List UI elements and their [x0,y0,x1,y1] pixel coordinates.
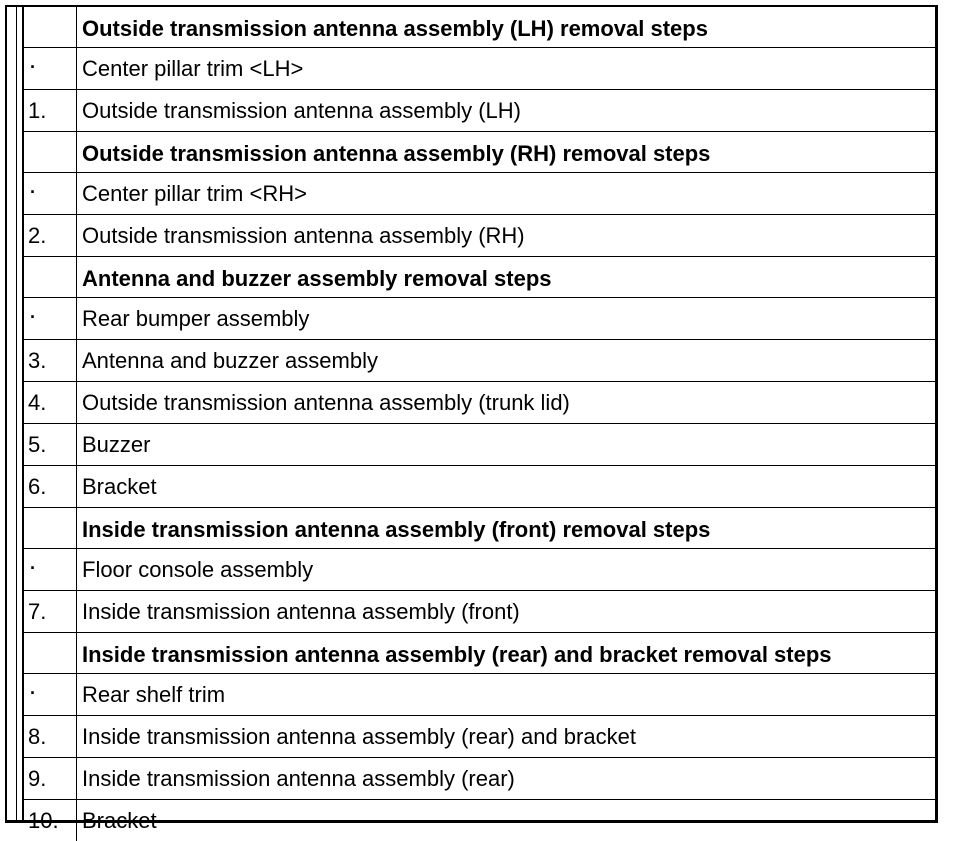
step-row [24,340,935,382]
section-title: Outside transmission antenna assembly (RH) removal steps [77,132,936,173]
step-text: Rear shelf trim [77,674,936,716]
section-title: Antenna and buzzer assembly removal steps [77,257,936,298]
step-number: 3. [24,340,77,382]
step-row [24,48,935,90]
gutter-divider [16,7,17,820]
section-header-row [24,257,935,298]
step-number: 7. [24,591,77,633]
step-row [24,424,935,466]
section-title: Inside transmission antenna assembly (rear) and bracket removal steps [77,633,936,674]
step-text: Bracket [77,800,936,841]
step-row [24,90,935,132]
step-text: Inside transmission antenna assembly (rear) [77,758,936,800]
section-header-number-cell [24,633,77,674]
section-header-number-cell [24,257,77,298]
step-row [24,591,935,633]
removal-steps-body [24,7,935,841]
bullet-dot: · [30,308,36,326]
step-number: 2. [24,215,77,257]
section-title: Outside transmission antenna assembly (LH) removal steps [77,7,936,48]
step-row [24,466,935,508]
step-row [24,215,935,257]
step-text: Antenna and buzzer assembly [77,340,936,382]
section-title: Inside transmission antenna assembly (front) removal steps [77,508,936,549]
step-number: 5. [24,424,77,466]
step-number: 6. [24,466,77,508]
step-text: Outside transmission antenna assembly (RH) [77,215,936,257]
removal-steps-frame [5,5,938,823]
step-number: 10. [24,800,77,841]
step-number [24,549,77,591]
bullet-dot: · [30,684,36,702]
step-number: 8. [24,716,77,758]
step-text: Rear bumper assembly [77,298,936,340]
section-header-number-cell [24,508,77,549]
step-number [24,173,77,215]
step-number: 9. [24,758,77,800]
step-text: Outside transmission antenna assembly (LH) [77,90,936,132]
bullet-dot: · [30,183,36,201]
step-text: Outside transmission antenna assembly (trunk lid) [77,382,936,424]
step-number: 1. [24,90,77,132]
step-text: Buzzer [77,424,936,466]
step-row [24,298,935,340]
section-header-row [24,633,935,674]
removal-steps-table [24,7,935,841]
step-text: Center pillar trim <RH> [77,173,936,215]
section-header-number-cell [24,7,77,48]
step-number [24,674,77,716]
step-text: Floor console assembly [77,549,936,591]
step-row [24,758,935,800]
section-header-row [24,508,935,549]
section-header-number-cell [24,132,77,173]
step-row [24,549,935,591]
step-number [24,298,77,340]
step-text: Bracket [77,466,936,508]
step-text: Center pillar trim <LH> [77,48,936,90]
bullet-dot: · [30,58,36,76]
step-number [24,48,77,90]
step-row [24,382,935,424]
bullet-dot: · [30,559,36,577]
step-text: Inside transmission antenna assembly (front) [77,591,936,633]
step-row [24,173,935,215]
section-header-row [24,7,935,48]
step-text: Inside transmission antenna assembly (rear) and bracket [77,716,936,758]
step-row [24,800,935,841]
step-row [24,716,935,758]
step-row [24,674,935,716]
section-header-row [24,132,935,173]
step-number: 4. [24,382,77,424]
